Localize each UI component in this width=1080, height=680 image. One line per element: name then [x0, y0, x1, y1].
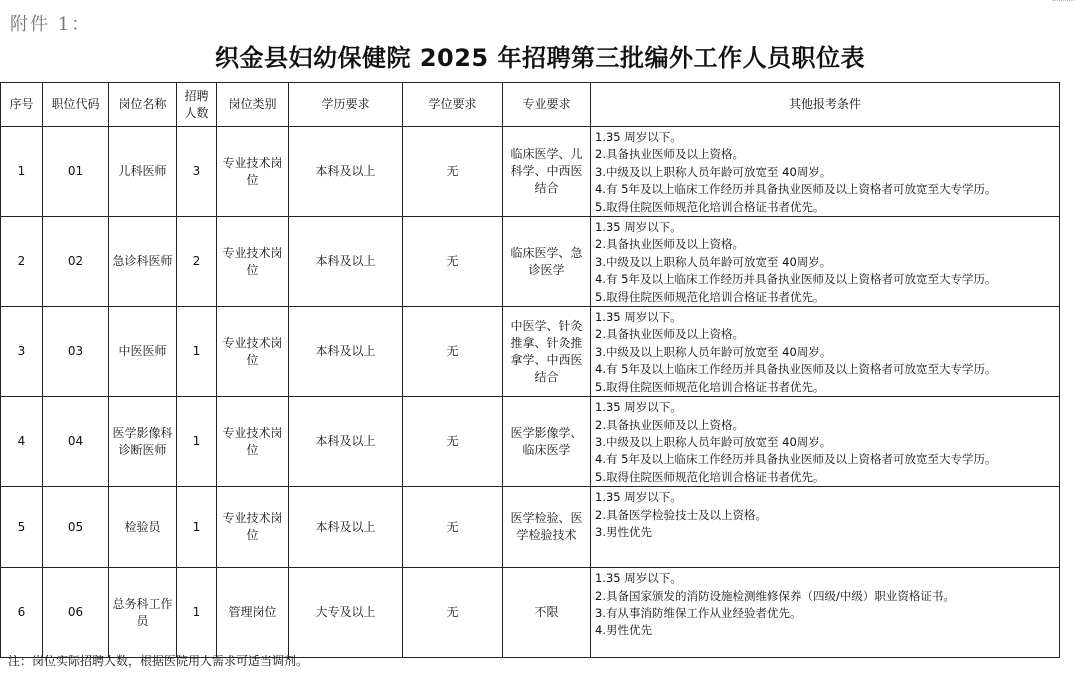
- condition-line: 2.具备执业医师及以上资格。: [595, 417, 744, 432]
- cell-other-conditions: [591, 487, 1060, 568]
- cell-type: 专业技术岗位: [217, 487, 289, 568]
- cell-degree: 无: [403, 487, 503, 568]
- condition-line: 1.35 周岁以下。: [595, 571, 682, 586]
- condition-line: 3.有从事消防维保工作从业经验者优先。: [595, 605, 802, 620]
- condition-line: 1.35 周岁以下。: [595, 130, 682, 144]
- cell-count: 1: [177, 397, 217, 487]
- condition-line: 5.取得住院医师规范化培训合格证书者优先。: [595, 199, 825, 214]
- condition-line: 2.具备执业医师及以上资格。: [595, 147, 744, 162]
- cell-major: 临床医学、急诊医学: [503, 217, 591, 307]
- condition-line: 3.中级及以上职称人员年龄可放宽至 40周岁。: [595, 344, 832, 359]
- table-row: [1, 568, 1060, 658]
- condition-line: 4.有 5年及以上临床工作经历并具备执业医师及以上资格者可放宽至大专学历。: [595, 362, 997, 377]
- condition-line: 2.具备执业医师及以上资格。: [595, 327, 744, 342]
- cell-code: 01: [43, 127, 109, 217]
- cell-count: 3: [177, 127, 217, 217]
- cell-code: 02: [43, 217, 109, 307]
- condition-line: 5.取得住院医师规范化培训合格证书者优先。: [595, 379, 825, 394]
- cell-seq: 5: [1, 487, 43, 568]
- condition-line: 2.具备执业医师及以上资格。: [595, 237, 744, 252]
- condition-line: 1.35 周岁以下。: [595, 220, 682, 235]
- condition-line: 1.35 周岁以下。: [595, 400, 682, 415]
- cell-name: 中医医师: [109, 307, 177, 397]
- cell-seq: 3: [1, 307, 43, 397]
- footnote: 注：岗位实际招聘人数，根据医院用人需求可适当调剂。: [8, 654, 309, 668]
- cell-count: 1: [177, 568, 217, 658]
- table-row: [1, 127, 1060, 217]
- condition-line: 5.取得住院医师规范化培训合格证书者优先。: [595, 289, 825, 304]
- cell-major: 临床医学、儿科学、中西医结合: [503, 127, 591, 217]
- header-other: 其他报考条件: [591, 83, 1060, 127]
- cell-major: 不限: [503, 568, 591, 658]
- cell-major: 医学检验、医学检验技术: [503, 487, 591, 568]
- cell-type: 专业技术岗位: [217, 217, 289, 307]
- cell-education: 本科及以上: [289, 487, 403, 568]
- cell-other-conditions: [591, 568, 1060, 658]
- cell-other-conditions: [591, 307, 1060, 397]
- cell-name: 总务科工作员: [109, 568, 177, 658]
- document-title: 织金县妇幼保健院 2025 年招聘第三批编外工作人员职位表: [214, 44, 865, 72]
- cell-education: 大专及以上: [289, 568, 403, 658]
- cell-count: 2: [177, 217, 217, 307]
- condition-line: 5.取得住院医师规范化培训合格证书者优先。: [595, 469, 825, 484]
- header-major: 专业要求: [503, 83, 591, 127]
- condition-line: 2.具备医学检验技士及以上资格。: [595, 507, 767, 522]
- cell-name: 检验员: [109, 487, 177, 568]
- header-seq: 序号: [1, 83, 43, 127]
- cell-code: 04: [43, 397, 109, 487]
- positions-table: [0, 82, 1060, 658]
- cell-seq: 1: [1, 127, 43, 217]
- cell-major: 医学影像学、临床医学: [503, 397, 591, 487]
- cell-education: 本科及以上: [289, 307, 403, 397]
- table-row: [1, 217, 1060, 307]
- cell-code: 06: [43, 568, 109, 658]
- table-row: [1, 487, 1060, 568]
- cell-other-conditions: [591, 127, 1060, 217]
- table-row: [1, 397, 1060, 487]
- header-count: 招聘人数: [177, 83, 217, 127]
- attachment-label: 附件 1：: [10, 14, 92, 35]
- header-education: 学历要求: [289, 83, 403, 127]
- cell-degree: 无: [403, 307, 503, 397]
- condition-line: 1.35 周岁以下。: [595, 490, 682, 505]
- condition-line: 3.中级及以上职称人员年龄可放宽至 40周岁。: [595, 254, 832, 269]
- condition-line: 3.中级及以上职称人员年龄可放宽至 40周岁。: [595, 434, 832, 449]
- cell-seq: 2: [1, 217, 43, 307]
- header-degree: 学位要求: [403, 83, 503, 127]
- condition-line: 4.男性优先: [595, 623, 652, 638]
- cell-count: 1: [177, 487, 217, 568]
- header-code: 职位代码: [43, 83, 109, 127]
- cell-education: 本科及以上: [289, 397, 403, 487]
- condition-line: 3.男性优先: [595, 524, 652, 539]
- cell-degree: 无: [403, 397, 503, 487]
- cell-education: 本科及以上: [289, 127, 403, 217]
- cell-count: 1: [177, 307, 217, 397]
- cell-other-conditions: [591, 397, 1060, 487]
- cell-name: 儿科医师: [109, 127, 177, 217]
- cell-major: 中医学、针灸推拿、针灸推拿学、中西医结合: [503, 307, 591, 397]
- condition-line: 3.中级及以上职称人员年龄可放宽至 40周岁。: [595, 164, 832, 179]
- cell-code: 05: [43, 487, 109, 568]
- cell-type: 管理岗位: [217, 568, 289, 658]
- cell-name: 医学影像科诊断医师: [109, 397, 177, 487]
- cell-name: 急诊科医师: [109, 217, 177, 307]
- condition-line: 1.35 周岁以下。: [595, 310, 682, 325]
- cell-type: 专业技术岗位: [217, 127, 289, 217]
- condition-line: 4.有 5年及以上临床工作经历并具备执业医师及以上资格者可放宽至大专学历。: [595, 182, 997, 197]
- table-row: [1, 307, 1060, 397]
- page-corner-mark: [1052, 0, 1074, 3]
- cell-other-conditions: [591, 217, 1060, 307]
- cell-degree: 无: [403, 217, 503, 307]
- cell-seq: 4: [1, 397, 43, 487]
- condition-line: 4.有 5年及以上临床工作经历并具备执业医师及以上资格者可放宽至大专学历。: [595, 452, 997, 467]
- cell-type: 专业技术岗位: [217, 397, 289, 487]
- condition-line: 4.有 5年及以上临床工作经历并具备执业医师及以上资格者可放宽至大专学历。: [595, 272, 997, 287]
- table-header-row: [1, 83, 1060, 127]
- cell-degree: 无: [403, 568, 503, 658]
- header-type: 岗位类别: [217, 83, 289, 127]
- cell-education: 本科及以上: [289, 217, 403, 307]
- cell-degree: 无: [403, 127, 503, 217]
- cell-seq: 6: [1, 568, 43, 658]
- header-name: 岗位名称: [109, 83, 177, 127]
- cell-type: 专业技术岗位: [217, 307, 289, 397]
- condition-line: 2.具备国家颁发的消防设施检测维修保养（四级/中级）职业资格证书。: [595, 588, 955, 603]
- cell-code: 03: [43, 307, 109, 397]
